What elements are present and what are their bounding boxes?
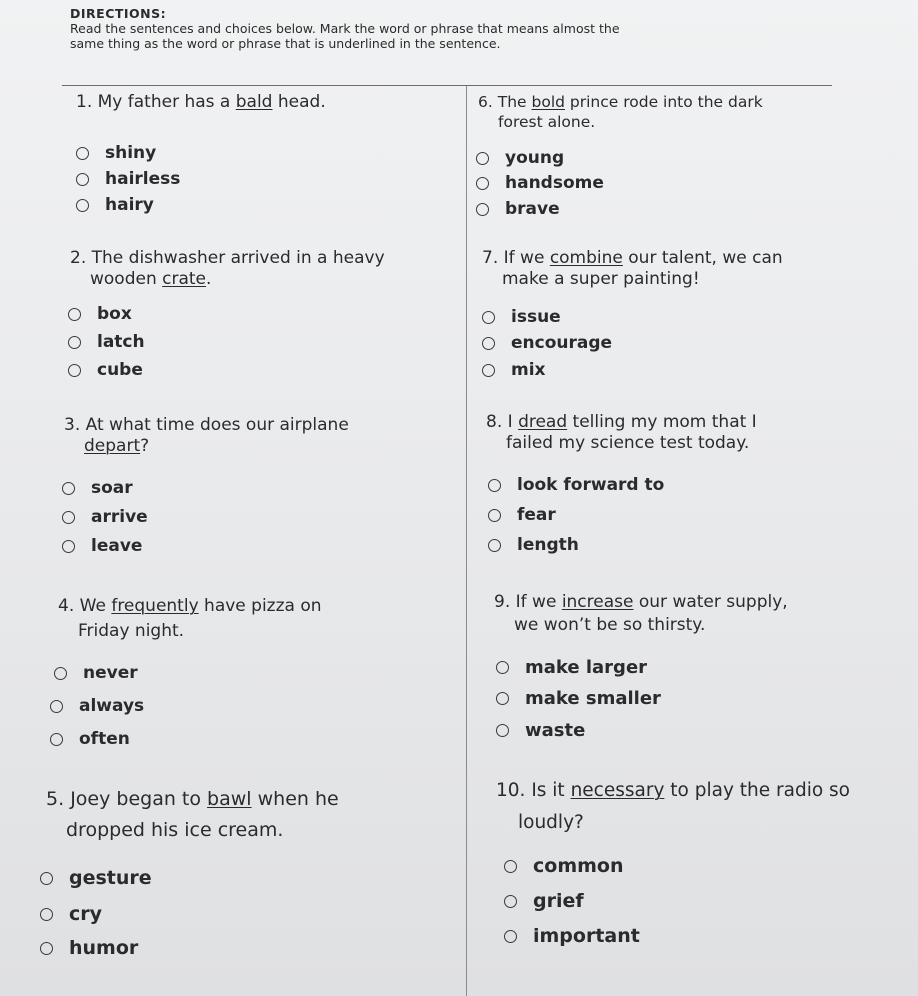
option-10c[interactable]: important <box>504 925 640 947</box>
underlined-word: depart <box>84 436 141 456</box>
radio-bubble[interactable] <box>496 692 509 705</box>
option-10b[interactable]: grief <box>504 890 584 912</box>
option-9c[interactable]: waste <box>496 720 585 741</box>
option-7b[interactable]: encourage <box>482 333 612 353</box>
directions <box>70 6 830 51</box>
radio-bubble[interactable] <box>40 908 53 921</box>
option-7a[interactable]: issue <box>482 307 561 327</box>
option-9a[interactable]: make larger <box>496 657 647 678</box>
question-4: 4. We frequently have pizza on Friday night. <box>58 596 322 641</box>
radio-bubble[interactable] <box>504 930 517 943</box>
underlined-word: bawl <box>207 788 252 810</box>
radio-bubble[interactable] <box>76 199 89 212</box>
question-5: 5. Joey began to bawl when he dropped his ice cream. <box>46 788 339 841</box>
top-rule <box>62 85 832 86</box>
radio-bubble[interactable] <box>488 479 501 492</box>
underlined-word: bald <box>235 92 273 112</box>
directions-line-1: Read the sentences and choices below. Mark the word or phrase that means almost the <box>70 21 620 36</box>
radio-bubble[interactable] <box>62 540 75 553</box>
option-8b[interactable]: fear <box>488 505 556 525</box>
underlined-word: necessary <box>570 780 665 801</box>
radio-bubble[interactable] <box>482 364 495 377</box>
radio-bubble[interactable] <box>488 539 501 552</box>
radio-bubble[interactable] <box>50 700 63 713</box>
column-divider <box>466 86 467 996</box>
option-4c[interactable]: often <box>50 729 130 749</box>
radio-bubble[interactable] <box>476 203 489 216</box>
radio-bubble[interactable] <box>504 860 517 873</box>
radio-bubble[interactable] <box>496 661 509 674</box>
option-10a[interactable]: common <box>504 855 624 877</box>
underlined-word: bold <box>531 93 565 111</box>
radio-bubble[interactable] <box>40 872 53 885</box>
radio-bubble[interactable] <box>476 177 489 190</box>
radio-bubble[interactable] <box>482 311 495 324</box>
question-2: 2. The dishwasher arrived in a heavy wooden crate. <box>70 248 385 289</box>
radio-bubble[interactable] <box>68 308 81 321</box>
question-8: 8. I dread telling my mom that I failed my science test today. <box>486 412 757 453</box>
radio-bubble[interactable] <box>40 942 53 955</box>
question-1: 1. My father has a bald head. <box>76 92 326 112</box>
question-9: 9. If we increase our water supply, we won’t be so thirsty. <box>494 592 788 635</box>
question-3: 3. At what time does our airplane depart? <box>64 415 349 456</box>
option-8c[interactable]: length <box>488 535 579 555</box>
option-8a[interactable]: look forward to <box>488 475 664 495</box>
option-9b[interactable]: make smaller <box>496 688 661 709</box>
radio-bubble[interactable] <box>50 733 63 746</box>
option-3a[interactable]: soar <box>62 478 133 498</box>
directions-line-2: same thing as the word or phrase that is underlined in the sentence. <box>70 36 501 51</box>
radio-bubble[interactable] <box>76 173 89 186</box>
directions-heading: DIRECTIONS: <box>70 6 167 21</box>
underlined-word: combine <box>549 248 623 268</box>
radio-bubble[interactable] <box>496 724 509 737</box>
option-5c[interactable]: humor <box>40 937 138 959</box>
radio-bubble[interactable] <box>76 147 89 160</box>
radio-bubble[interactable] <box>504 895 517 908</box>
underlined-word: crate <box>162 269 207 289</box>
radio-bubble[interactable] <box>54 667 67 680</box>
radio-bubble[interactable] <box>488 509 501 522</box>
radio-bubble[interactable] <box>68 364 81 377</box>
radio-bubble[interactable] <box>62 511 75 524</box>
option-1b[interactable]: hairless <box>76 169 180 189</box>
radio-bubble[interactable] <box>68 336 81 349</box>
question-10: 10. Is it necessary to play the radio so loudly? <box>496 780 850 833</box>
underlined-word: increase <box>561 592 634 612</box>
option-2a[interactable]: box <box>68 304 132 324</box>
radio-bubble[interactable] <box>62 482 75 495</box>
underlined-word: dread <box>518 412 568 432</box>
option-5a[interactable]: gesture <box>40 867 152 889</box>
option-4b[interactable]: always <box>50 696 144 716</box>
option-4a[interactable]: never <box>54 663 138 683</box>
question-7: 7. If we combine our talent, we can make a super painting! <box>482 248 783 289</box>
radio-bubble[interactable] <box>476 152 489 165</box>
option-2c[interactable]: cube <box>68 360 143 380</box>
option-3c[interactable]: leave <box>62 536 142 556</box>
question-6: 6. The bold prince rode into the dark forest alone. <box>478 93 763 131</box>
option-6c[interactable]: brave <box>476 199 560 219</box>
option-1a[interactable]: shiny <box>76 143 156 163</box>
option-6b[interactable]: handsome <box>476 173 604 193</box>
option-6a[interactable]: young <box>476 148 564 168</box>
option-5b[interactable]: cry <box>40 903 102 925</box>
option-1c[interactable]: hairy <box>76 195 154 215</box>
option-2b[interactable]: latch <box>68 332 145 352</box>
underlined-word: frequently <box>111 596 199 616</box>
radio-bubble[interactable] <box>482 337 495 350</box>
option-7c[interactable]: mix <box>482 360 546 380</box>
option-3b[interactable]: arrive <box>62 507 148 527</box>
